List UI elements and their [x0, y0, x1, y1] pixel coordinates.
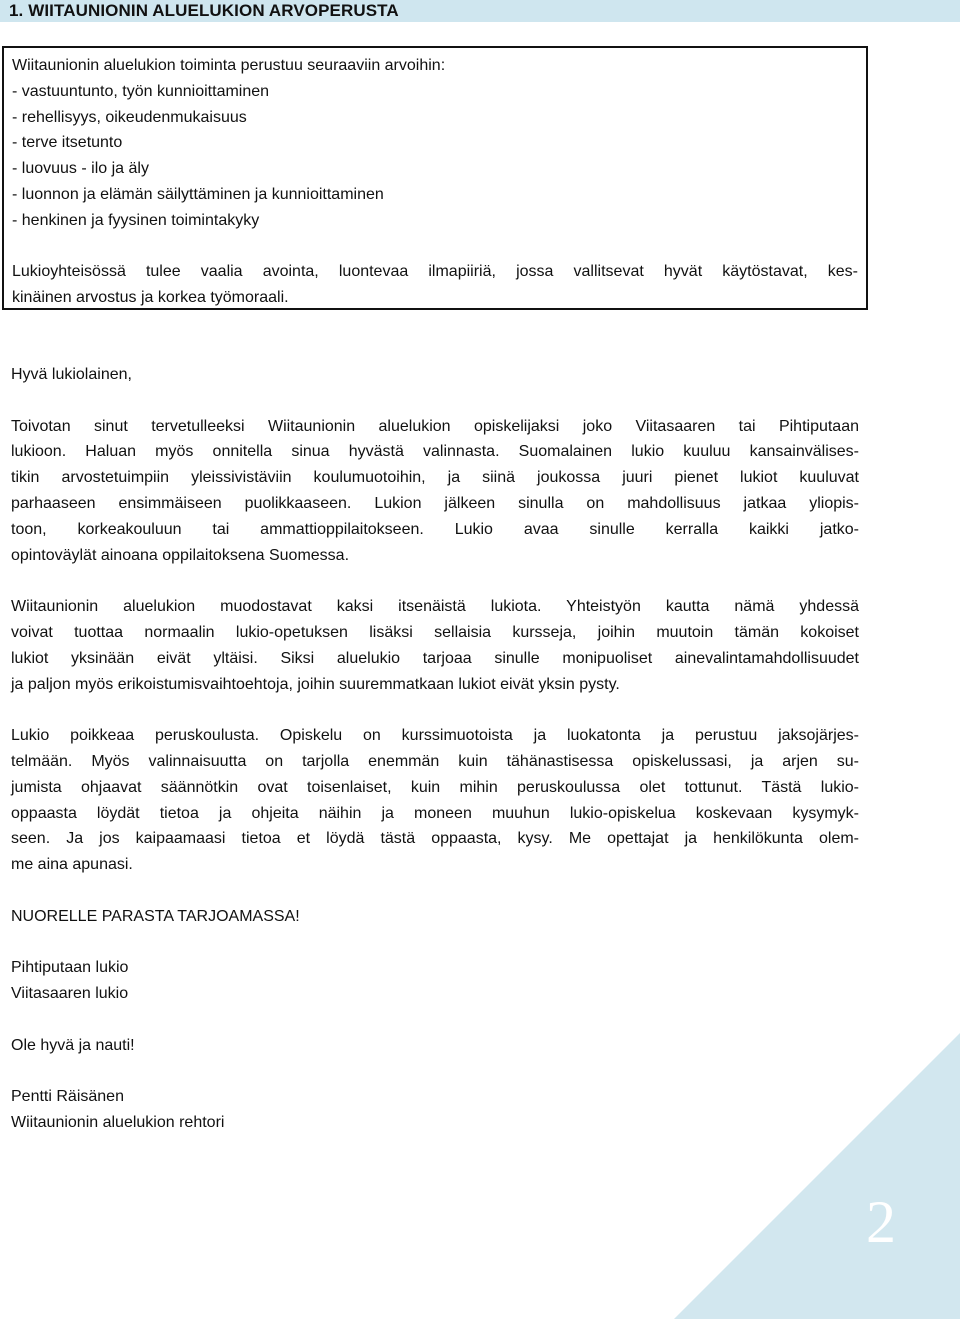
- signature-title: Wiitaunionin aluelukion rehtori: [11, 1114, 225, 1132]
- paragraph-line: voivat tuottaa normaalin lukio-opetuksen lisäksi sellaisia kursseja, joihin muutoin tämän kokoiset: [11, 623, 859, 641]
- values-intro: Wiitaunionin aluelukion toiminta perustuu seuraaviin arvoihin:: [12, 57, 446, 74]
- page-number: 2: [866, 1189, 896, 1255]
- paragraph-line: jumista ohjaavat säännötkin ovat toisenlaiset, kuin mihin peruskoulussa olet tottunut. Tästä lukio-: [11, 778, 859, 796]
- paragraph-line: parhaaseen ensimmäiseen puolikkaaseen. Lukion jälkeen sinulla on mahdollisuus jatkaa yliopis-: [11, 494, 859, 512]
- values-closing-line: Lukioyhteisössä tulee vaalia avointa, luontevaa ilmapiiriä, jossa vallitsevat hyvät käytöstavat, kes-: [12, 263, 858, 281]
- spacer: [12, 234, 858, 260]
- school-name: Viitasaaren lukio: [11, 985, 129, 1003]
- paragraph-line: me aina apunasi.: [11, 856, 133, 874]
- value-item: - terve itsetunto: [12, 134, 123, 152]
- paragraph-line: Lukio poikkeaa peruskoulusta. Opiskelu on kurssimuotoista ja luokatonta ja perustuu jaksojärjes-: [11, 727, 859, 745]
- farewell: Ole hyvä ja nauti!: [11, 1036, 135, 1054]
- paragraph-line: tikin arvostetuimpiin yleissivistäviin koulumuotoihin, ja siinä joukossa juuri pienet lukiot kuuluvat: [11, 469, 859, 487]
- values-closing-line: kinäinen arvostus ja korkea työmoraali.: [12, 289, 289, 307]
- value-item: - luonnon ja elämän säilyttäminen ja kunnioittaminen: [12, 185, 384, 203]
- paragraph-line: ja paljon myös erikoistumisvaihtoehtoja, joihin suuremmatkaan lukiot eivät yksin pysty.: [11, 675, 620, 693]
- letter-body: [11, 362, 859, 1136]
- spacer: [11, 568, 859, 594]
- paragraph-line: seen. Ja jos kaipaamaasi tietoa et löydä tästä oppaasta, kysy. Me opettajat ja henkilökunta olem-: [11, 830, 859, 848]
- values-box: [2, 46, 868, 310]
- value-item: - luovuus - ilo ja äly: [12, 160, 149, 178]
- value-item: - henkinen ja fyysinen toimintakyky: [12, 211, 260, 229]
- value-item: - vastuuntunto, työn kunnioittaminen: [12, 82, 270, 100]
- spacer: [11, 1007, 859, 1033]
- paragraph-line: Toivotan sinut tervetulleeksi Wiitaunionin aluelukion opiskelijaksi joko Viitasaaren tai Pihtiputaan: [11, 417, 859, 435]
- signature-name: Pentti Räisänen: [11, 1088, 124, 1106]
- spacer: [11, 930, 859, 956]
- paragraph-line: toon, korkeakouluun tai ammattioppilaitokseen. Lukio avaa sinulle kerralla kaikki jatko-: [11, 520, 859, 538]
- value-item: - rehellisyys, oikeudenmukaisuus: [12, 108, 247, 126]
- spacer: [11, 388, 859, 414]
- corner-decoration: [674, 1033, 960, 1319]
- paragraph-line: oppaasta löydät tietoa ja ohjeita näihin ja moneen muuhun lukio-opiskelua koskevaan kysymyk-: [11, 804, 859, 822]
- paragraph-line: Wiitaunionin aluelukion muodostavat kaksi itsenäistä lukiota. Yhteistyön kautta nämä yhdessä: [11, 598, 859, 616]
- paragraph-line: lukiot yksinään eivät yltäisi. Siksi aluelukio tarjoaa sinulle monipuoliset ainevalintamahdollisuudet: [11, 649, 859, 667]
- letter-greeting: Hyvä lukiolainen,: [11, 366, 132, 383]
- paragraph-line: lukioon. Haluan myös onnitella sinua hyvästä valinnasta. Suomalainen lukio kuuluu kansainvälises-: [11, 443, 859, 461]
- spacer: [11, 878, 859, 904]
- paragraph-line: telmään. Myös valinnaisuutta on tarjolla enemmän kuin tähänastisessa opiskelussasi, ja arjen su-: [11, 752, 859, 770]
- paragraph-line: opintoväylät ainoana oppilaitoksena Suomessa.: [11, 546, 350, 564]
- section-heading: 1. WIITAUNIONIN ALUELUKION ARVOPERUSTA: [9, 1, 399, 20]
- school-name: Pihtiputaan lukio: [11, 959, 129, 977]
- slogan: NUORELLE PARASTA TARJOAMASSA!: [11, 907, 300, 925]
- spacer: [11, 697, 859, 723]
